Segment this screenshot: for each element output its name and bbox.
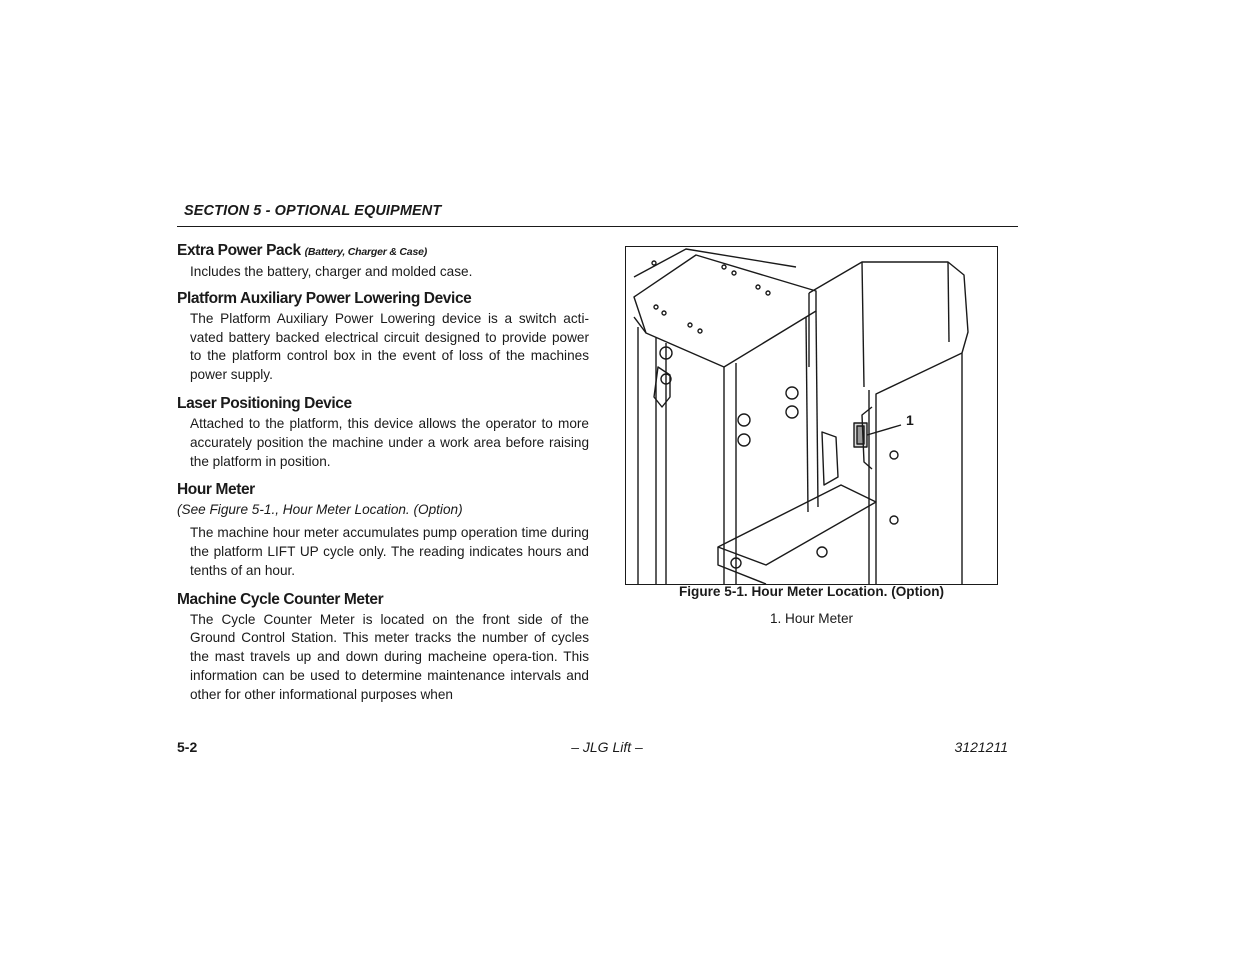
paragraph-hour-meter: The machine hour meter accumulates pump operation time during the platform LIFT UP cycle only. The reading indicates hours and tenths of an hour. — [190, 525, 589, 578]
page-number: 5-2 — [177, 739, 198, 755]
figure-legend: 1. Hour Meter — [769, 611, 854, 626]
figure-reference: (See Figure 5-1., Hour Meter Location. (Option) — [177, 502, 463, 518]
callout-number: 1 — [906, 412, 914, 428]
heading-cycle-counter: Machine Cycle Counter Meter — [177, 590, 384, 608]
figure-hour-meter-location — [625, 246, 998, 585]
heading-hour-meter: Hour Meter — [177, 481, 255, 499]
heading-extra-power-pack — [177, 240, 589, 263]
paragraph-laser-positioning: Attached to the platform, this device allows the operator to more accurately position the machine under a work area before raising the platform in position. — [190, 415, 589, 469]
heading-subtitle: (Battery, Charger & Case) — [304, 246, 428, 258]
paragraph-platform-aux-power: The Platform Auxiliary Power Lowering device is a switch acti-vated battery backed electrical circuit designed to provide power to the platform control box in the event of loss of the machines power supply. — [190, 310, 589, 383]
hour-meter-illustration — [626, 247, 997, 584]
footer-center-text: – JLG Lift – — [571, 739, 643, 755]
heading-laser-positioning: Laser Positioning Device — [177, 394, 352, 412]
section-header: SECTION 5 - OPTIONAL EQUIPMENT — [184, 203, 442, 219]
heading-title: Extra Power Pack — [177, 242, 301, 259]
header-divider — [177, 226, 1018, 227]
heading-platform-aux-power: Platform Auxiliary Power Lowering Device — [177, 289, 472, 307]
figure-caption: Figure 5-1. Hour Meter Location. (Option) — [678, 584, 945, 599]
main-text-column — [177, 240, 589, 705]
paragraph-cycle-counter: The Cycle Counter Meter is located on the front side of the Ground Control Station. This meter tracks the number of cycles the mast travels up and down during macheine opera-tion. This information can be used to determine maintenance intervals and other for other informational purposes when — [190, 611, 589, 702]
document-number: 3121211 — [954, 739, 1008, 755]
paragraph-extra-power-pack: Includes the battery, charger and molded case. — [190, 264, 473, 279]
